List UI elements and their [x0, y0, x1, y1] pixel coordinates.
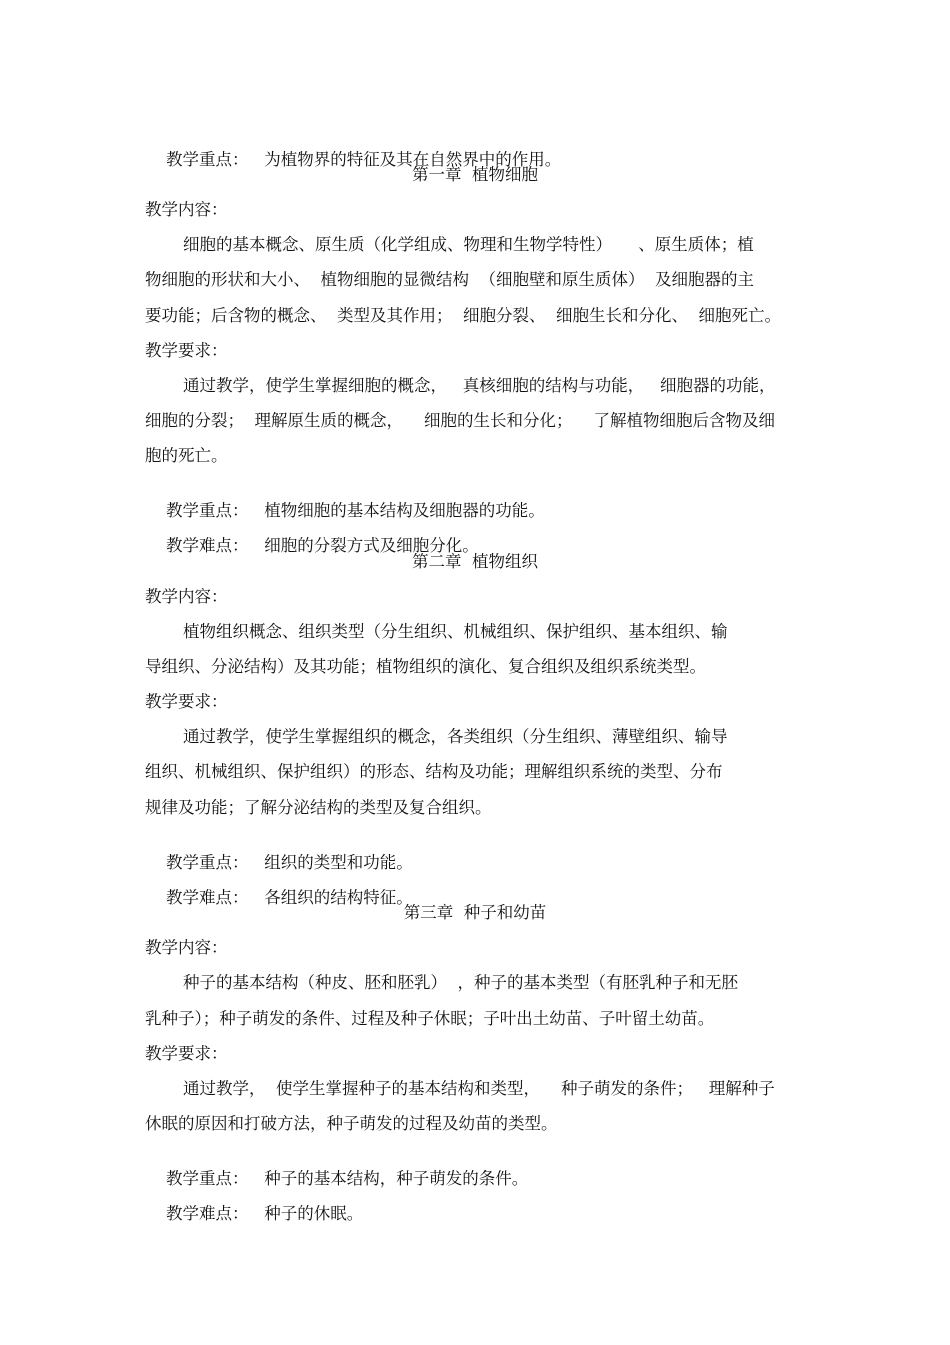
chapter-2-title: 第二章 植物组织: [412, 552, 538, 571]
chapter-2-requirement-line: 规律及功能；了解分泌结构的类型及复合组织。: [145, 798, 492, 817]
difficulty-label: 教学难点：: [165, 536, 249, 555]
chapter-2-requirement-line: 通过教学，使学生掌握组织的概念，各类组织（分生组织、薄壁组织、输导: [183, 727, 728, 746]
chapter-3-title: 第三章 种子和幼苗: [403, 903, 547, 922]
chapter-3-requirement-line: 通过教学， 使学生掌握种子的基本结构和类型， 种子萌发的条件； 理解种子: [183, 1079, 775, 1098]
chapter-1-content-line: 细胞的基本概念、原生质（化学组成、物理和生物学特性） 、原生质体；植: [183, 235, 754, 254]
focus-label: 教学重点：: [165, 853, 249, 872]
chapter-2-content-line: 植物组织概念、组织类型（分生组织、机械组织、保护组织、基本组织、输: [183, 622, 728, 641]
chapter-1-requirement-label: 教学要求：: [145, 341, 228, 360]
chapter-3-requirement-label: 教学要求：: [145, 1044, 228, 1063]
focus-text: 为植物界的特征及其在自然界中的作用。: [264, 150, 562, 169]
chapter-3-difficulty: [145, 1184, 363, 1244]
difficulty-label: 教学难点：: [165, 888, 249, 907]
chapter-1-title: 第一章 植物细胞: [412, 165, 538, 184]
difficulty-text: 各组织的结构特征。: [264, 888, 413, 907]
difficulty-text: 种子的休眠。: [264, 1204, 364, 1223]
chapter-1-requirement-line: 细胞的分裂； 理解原生质的概念， 细胞的生长和分化； 了解植物细胞后含物及细: [145, 411, 775, 430]
focus-text: 组织的类型和功能。: [264, 853, 413, 872]
chapter-2-requirement-line: 组织、机械组织、保护组织）的形态、结构及功能；理解组织系统的类型、分布: [145, 762, 723, 781]
chapter-1-content-line: 物细胞的形状和大小、 植物细胞的显微结构 （细胞壁和原生质体） 及细胞器的主: [145, 270, 754, 289]
chapter-2-content-label: 教学内容：: [145, 587, 228, 606]
chapter-1-content-label: 教学内容：: [145, 200, 228, 219]
chapter-2-requirement-label: 教学要求：: [145, 692, 228, 711]
focus-text: 种子的基本结构，种子萌发的条件。: [264, 1169, 529, 1188]
focus-label: 教学重点：: [165, 1169, 249, 1188]
chapter-1-requirement-line: 胞的死亡。: [145, 446, 228, 465]
chapter-1-content-line: 要功能；后含物的概念、 类型及其作用； 细胞分裂、 细胞生长和分化、 细胞死亡。: [145, 306, 781, 325]
focus-text: 植物细胞的基本结构及细胞器的功能。: [264, 501, 545, 520]
difficulty-label: 教学难点：: [165, 1204, 249, 1223]
chapter-1-requirement-line: 通过教学，使学生掌握细胞的概念， 真核细胞的结构与功能， 细胞器的功能，: [183, 376, 776, 395]
chapter-2-content-line: 导组织、分泌结构）及其功能；植物组织的演化、复合组织及组织系统类型。: [145, 657, 706, 676]
chapter-3-requirement-line: 休眠的原因和打破方法，种子萌发的过程及幼苗的类型。: [145, 1114, 558, 1133]
difficulty-text: 细胞的分裂方式及细胞分化。: [264, 536, 479, 555]
focus-label: 教学重点：: [165, 150, 249, 169]
chapter-3-content-label: 教学内容：: [145, 938, 228, 957]
chapter-3-content-line: 种子的基本结构（种皮、胚和胚乳） ，种子的基本类型（有胚乳种子和无胚: [183, 973, 738, 992]
chapter-3-content-line: 乳种子）；种子萌发的条件、过程及种子休眠；子叶出土幼苗、子叶留土幼苗。: [145, 1009, 715, 1028]
focus-label: 教学重点：: [165, 501, 249, 520]
